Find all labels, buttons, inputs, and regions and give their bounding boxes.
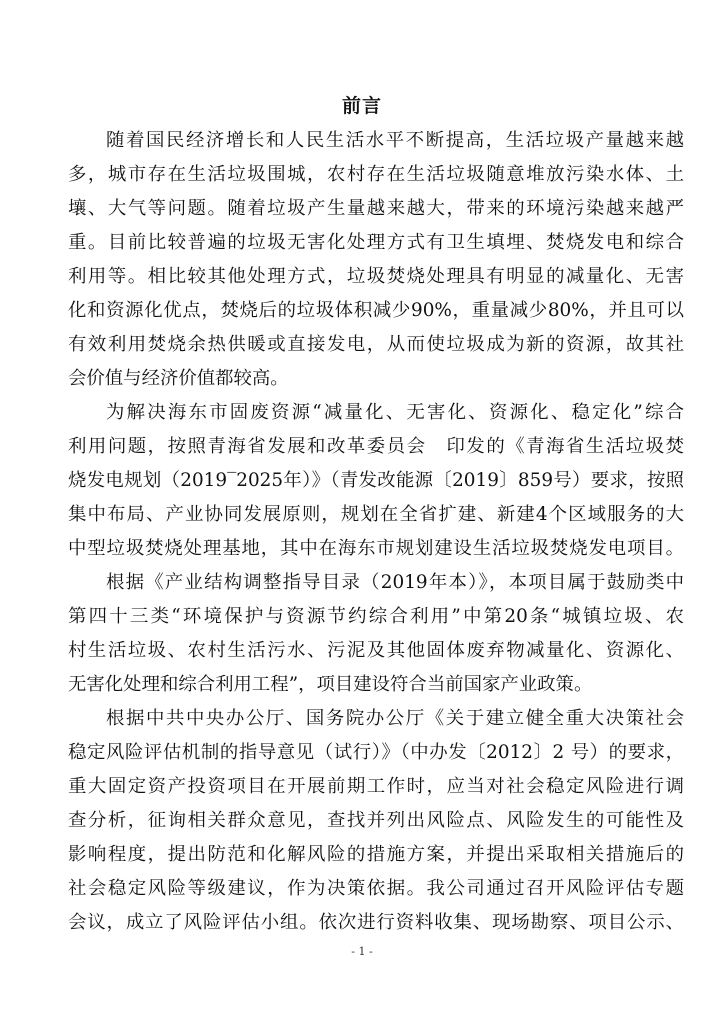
paragraph-line: 集中布局、产业协同发展原则，规划在全省扩建、新建4个区域服务的大 [68, 504, 684, 525]
paragraph-line: 社会稳定风险等级建议，作为决策依据。我公司通过召开风险评估专题 [68, 878, 684, 899]
paragraph-line: 第四十三类“环境保护与资源节约综合利用”中第20条“城镇垃圾、农 [68, 606, 684, 627]
paragraph-line: 化和资源化优点，焚烧后的垃圾体积减少90%，重量减少80%，并且可以 [68, 300, 684, 321]
paragraph-line: 有效利用焚烧余热供暖或直接发电，从而使垃圾成为新的资源，故其社 [68, 334, 684, 355]
paragraph-line: 查分析，征询相关群众意见，查找并列出风险点、风险发生的可能性及 [68, 810, 684, 831]
paragraph-line: 壤、大气等问题。随着垃圾产生量越来越大，带来的环境污染越来越严 [68, 198, 684, 219]
paragraph-line: 会议，成立了风险评估小组。依次进行资料收集、现场勘察、项目公示、 [68, 912, 684, 933]
paragraph-line: 根据中共中央办公厅、国务院办公厅《关于建立健全重大决策社会 [106, 708, 684, 729]
paragraph-line: 村生活垃圾、农村生活污水、污泥及其他固体废弃物减量化、资源化、 [68, 640, 684, 661]
page-title: 前言 [341, 95, 382, 117]
paragraph-line: 为解决海东市固废资源“减量化、无害化、资源化、稳定化”综合 [106, 402, 684, 423]
paragraph-line: 重大固定资产投资项目在开展前期工作时，应当对社会稳定风险进行调 [68, 776, 684, 797]
paragraph-line: 利用问题，按照青海省发展和改革委员会 印发的《青海省生活垃圾焚 [68, 436, 684, 457]
paragraph-line: 中型垃圾焚烧处理基地，其中在海东市规划建设生活垃圾焚烧发电项目。 [68, 538, 684, 559]
paragraph-line: 利用等。相比较其他处理方式，垃圾焚烧处理具有明显的减量化、无害 [68, 266, 684, 287]
paragraph-line: 多，城市存在生活垃圾围城，农村存在生活垃圾随意堆放污染水体、土 [68, 164, 684, 185]
paragraph-line: 烧发电规划（2019‾2025年）》（青发改能源〔2019〕859号）要求，按照 [68, 470, 684, 491]
paragraph-line: 会价值与经济价值都较高。 [68, 368, 289, 389]
page-number: - 1 - [351, 945, 373, 958]
paragraph-line: 根据《产业结构调整指导目录（2019年本）》，本项目属于鼓励类中 [106, 572, 684, 593]
paragraph-line: 无害化处理和综合利用工程”，项目建设符合当前国家产业政策。 [68, 674, 593, 695]
paragraph-line: 随着国民经济增长和人民生活水平不断提高，生活垃圾产量越来越 [106, 130, 684, 151]
paragraph-line: 稳定风险评估机制的指导意见（试行）》（中办发〔2012〕2 号）的要求， [68, 742, 684, 763]
paragraph-line: 重。目前比较普遍的垃圾无害化处理方式有卫生填埋、焚烧发电和综合 [68, 232, 684, 253]
paragraph-line: 影响程度，提出防范和化解风险的措施方案，并提出采取相关措施后的 [68, 844, 684, 865]
